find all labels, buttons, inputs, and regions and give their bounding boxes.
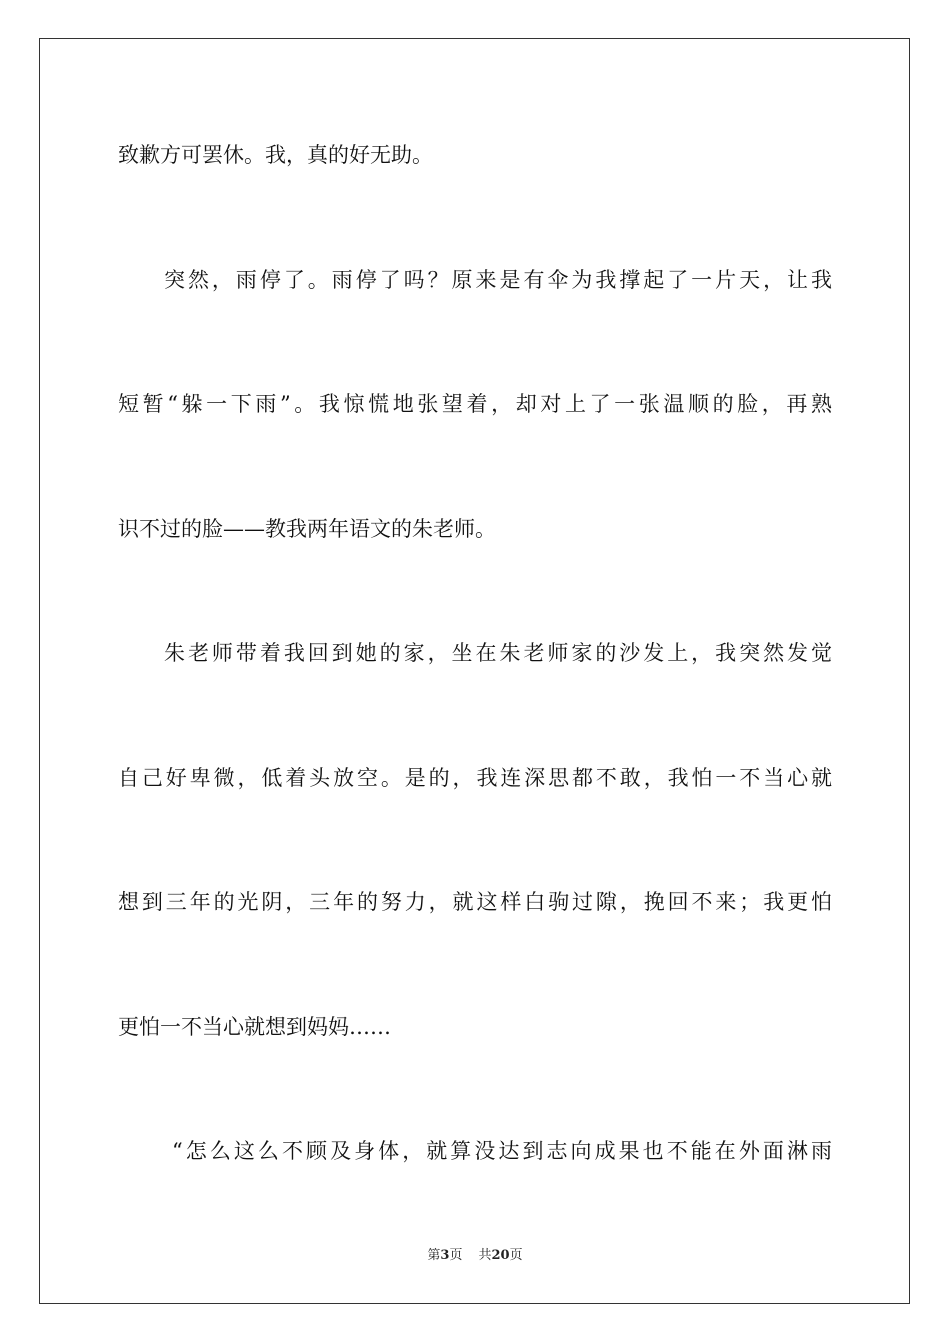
page-footer — [0, 1244, 950, 1263]
text-line-9: “怎么这么不顾及身体，就算没达到志向成果也不能在外面淋雨 — [172, 1139, 832, 1163]
page-suffix: 页 — [449, 1248, 463, 1263]
total-pages: 20 — [491, 1248, 510, 1263]
page-prefix: 第 — [427, 1248, 441, 1263]
total-suffix: 页 — [509, 1248, 523, 1263]
text-line-6: 自己好卑微，低着头放空。是的，我连深思都不敢，我怕一不当心就 — [118, 765, 832, 790]
text-line-2: 突然，雨停了。雨停了吗？原来是有伞为我撑起了一片天，让我 — [164, 267, 832, 292]
page-number: 3 — [440, 1248, 450, 1263]
text-line-8: 更怕一不当心就想到妈妈…… — [118, 1014, 391, 1039]
text-line-5: 朱老师带着我回到她的家，坐在朱老师家的沙发上，我突然发觉 — [164, 641, 832, 665]
document-body — [118, 124, 832, 1245]
total-prefix: 共 — [478, 1248, 492, 1263]
text-line-3: 短暂“躲一下雨”。我惊慌地张望着，却对上了一张温顺的脸，再熟 — [118, 392, 832, 416]
text-line-7: 想到三年的光阴，三年的努力，就这样白驹过隙，挽回不来；我更怕 — [118, 890, 832, 914]
text-line-1: 致歉方可罢休。我，真的好无助。 — [118, 143, 433, 167]
text-line-4: 识不过的脸——教我两年语文的朱老师。 — [118, 516, 496, 541]
